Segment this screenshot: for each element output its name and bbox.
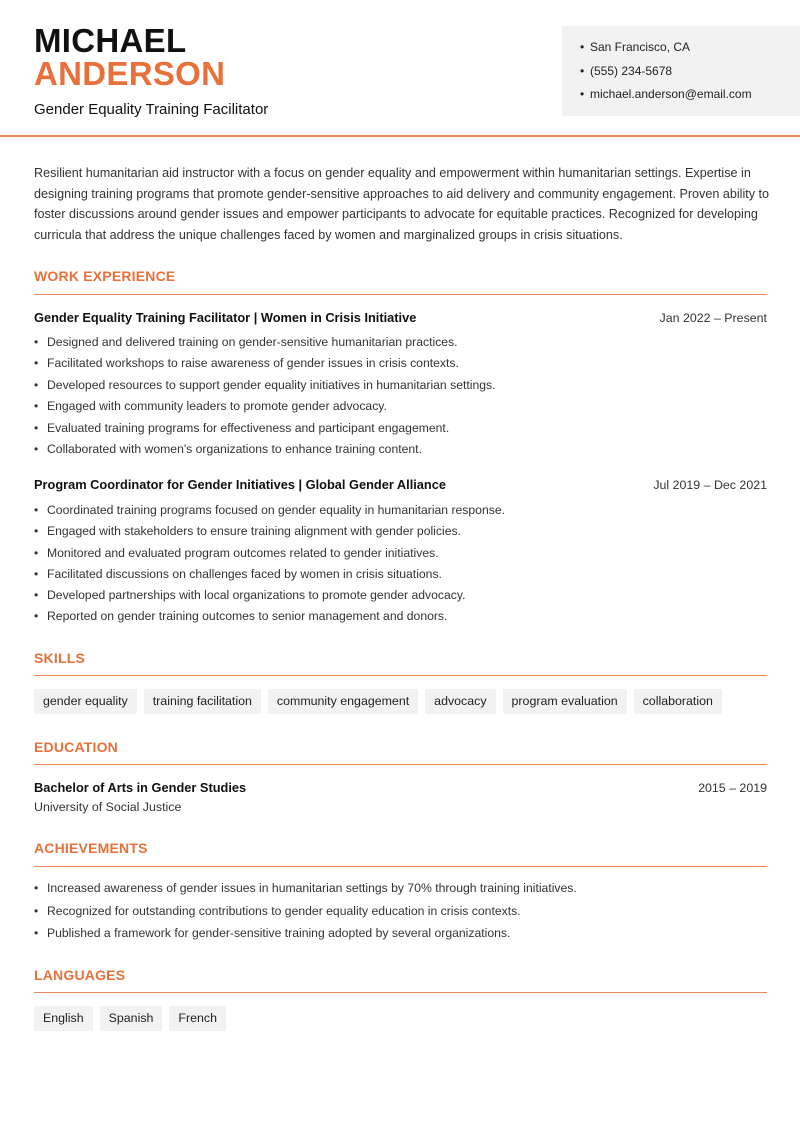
job-2-role: Program Coordinator for Gender Initiatives | Global Gender Alliance (34, 477, 446, 492)
job-1-dates: Jan 2022 – Present (659, 311, 767, 325)
skill-tag: training facilitation (144, 689, 261, 714)
list-item: • Coordinated training programs focused on gender equality in humanitarian response. (34, 503, 505, 517)
language-tag: English (34, 1006, 93, 1031)
education-rule (34, 764, 767, 765)
list-item: • Recognized for outstanding contributions to gender equality education in crisis contexts. (34, 903, 521, 918)
work-experience-rule (34, 294, 767, 295)
bullet-icon: • (34, 441, 39, 456)
contact-box (562, 26, 800, 116)
bullet-icon: • (580, 40, 585, 54)
first-name: MICHAEL (34, 22, 187, 59)
bullet-icon: • (34, 377, 39, 392)
list-item: • Evaluated training programs for effectiveness and participant engagement. (34, 420, 450, 435)
bullet-icon: • (34, 881, 39, 895)
name-block (34, 24, 268, 118)
list-item: • Reported on gender training outcomes to senior management and donors. (34, 609, 448, 624)
job-1-bullets (34, 335, 767, 463)
contact-phone (580, 64, 800, 88)
education-degree: Bachelor of Arts in Gender Studies (34, 780, 247, 795)
job-2-bullets (34, 503, 767, 631)
list-item: • Facilitated workshops to raise awareness of gender issues in crisis contexts. (34, 356, 459, 371)
last-name: ANDERSON (34, 55, 226, 92)
bullet-icon: • (34, 926, 39, 940)
skill-tag: community engagement (268, 689, 418, 714)
list-item: • Engaged with stakeholders to ensure training alignment with gender policies. (34, 524, 461, 539)
list-item: • Developed resources to support gender equality initiatives in humanitarian settings. (34, 377, 496, 392)
skill-tag: advocacy (425, 689, 495, 714)
list-item: • Published a framework for gender-sensitive training adopted by several organizations. (34, 926, 511, 940)
achievements-bullets (34, 881, 767, 949)
list-item: • Designed and delivered training on gender-sensitive humanitarian practices. (34, 335, 458, 349)
language-tag: French (169, 1006, 226, 1031)
contact-email (580, 87, 800, 111)
languages-rule (34, 992, 767, 993)
skills-rule (34, 675, 767, 676)
bullet-icon: • (34, 545, 39, 560)
language-tag: Spanish (100, 1006, 163, 1031)
list-item: • Developed partnerships with local organizations to promote gender advocacy. (34, 588, 466, 603)
bullet-icon: • (34, 503, 39, 517)
contact-email-text: michael.anderson@email.com (590, 87, 752, 101)
list-item: • Engaged with community leaders to promote gender advocacy. (34, 399, 387, 414)
bullet-icon: • (34, 356, 39, 371)
job-1-role: Gender Equality Training Facilitator | Women in Crisis Initiative (34, 310, 417, 325)
job-entry-2-header (34, 477, 767, 492)
bullet-icon: • (34, 903, 39, 918)
work-experience-heading: WORK EXPERIENCE (34, 268, 176, 284)
bullet-icon: • (34, 335, 39, 349)
list-item: • Collaborated with women's organizations to enhance training content. (34, 441, 422, 456)
skill-tag: collaboration (634, 689, 722, 714)
summary: Resilient humanitarian aid instructor with a focus on gender equality and empowerment within humanitarian settings. Expertise in designing training programs that promote gender-sensitive approaches to aid delivery and community engagement. Proven ability to foster discussions around gender issues and empower participants to advocate for equitable practices. Recognized for developing curricula that address the unique challenges faced by women and marginalized groups in crisis situations. (34, 166, 770, 243)
contact-phone-text: (555) 234-5678 (590, 63, 673, 78)
achievements-rule (34, 866, 767, 867)
bullet-icon: • (34, 609, 39, 624)
education-dates: 2015 – 2019 (698, 781, 767, 795)
bullet-icon: • (580, 63, 585, 78)
contact-location-text: San Francisco, CA (590, 40, 691, 54)
list-item: • Monitored and evaluated program outcomes related to gender initiatives. (34, 545, 439, 560)
bullet-icon: • (34, 566, 39, 581)
bullet-icon: • (34, 588, 39, 603)
contact-location (580, 40, 800, 64)
skills-tags (34, 689, 722, 714)
resume-header (0, 0, 800, 137)
bullet-icon: • (580, 87, 585, 101)
achievements-heading: ACHIEVEMENTS (34, 840, 148, 856)
bullet-icon: • (34, 420, 39, 435)
job-entry-1-header (34, 310, 767, 325)
bullet-icon: • (34, 524, 39, 539)
list-item: • Increased awareness of gender issues in humanitarian settings by 70% through training initiatives. (34, 881, 577, 895)
skills-heading: SKILLS (34, 650, 85, 666)
languages-heading: LANGUAGES (34, 967, 126, 983)
education-entry-header (34, 780, 767, 795)
job-2-dates: Jul 2019 – Dec 2021 (653, 478, 767, 492)
skill-tag: gender equality (34, 689, 137, 714)
education-school: University of Social Justice (34, 800, 182, 814)
list-item: • Facilitated discussions on challenges faced by women in crisis situations. (34, 566, 442, 581)
languages-tags (34, 1006, 226, 1031)
bullet-icon: • (34, 399, 39, 414)
job-title: Gender Equality Training Facilitator (34, 101, 269, 118)
skill-tag: program evaluation (503, 689, 627, 714)
education-heading: EDUCATION (34, 739, 118, 755)
